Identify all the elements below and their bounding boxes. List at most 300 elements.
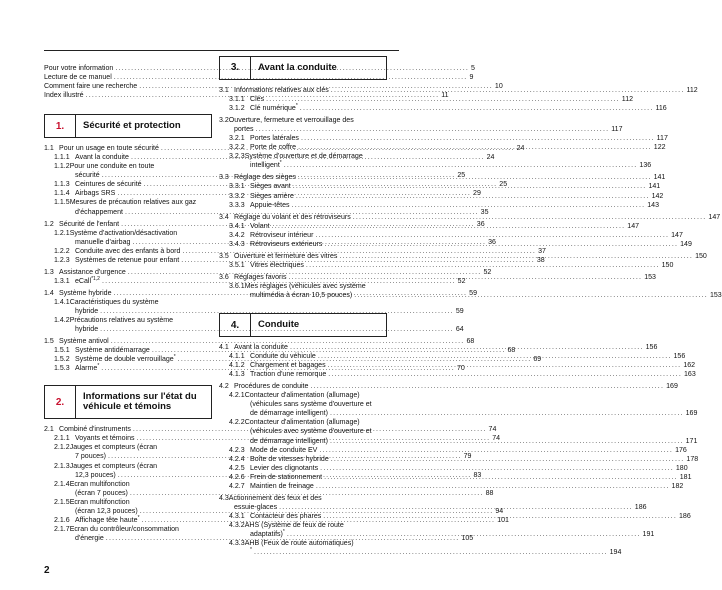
toc-number: 4.2.2 [229,419,245,427]
toc-page-number: 194 [609,549,622,557]
toc-page-number: 117 [611,126,623,134]
toc-title-text: Rétroviseurs extérieurs [250,240,323,248]
leader-dots [272,222,626,231]
toc-page-number: 122 [653,144,666,152]
toc-entry[interactable] [219,231,683,240]
toc-entry-first-line [44,498,212,507]
toc-entry[interactable] [219,382,678,391]
toc-title-text: Informations relatives aux clés [234,87,329,94]
toc-number: 4.2.6 [229,473,245,481]
leader-dots [293,182,647,191]
toc-title-continuation [44,238,130,247]
toc-continuation-text: manuelle d'airbag [75,238,131,246]
toc-number: 1.4.1 [54,298,70,306]
toc-title-text: Mesures de précaution relatives aux gaz [69,199,197,207]
toc-number: 1.3 [44,268,54,276]
toc-title-text: Actionnement des feux et des [228,494,322,502]
toc-title-continuation [219,291,352,300]
toc-title-text: Contacteur d'alimentation (allumage) [244,392,360,400]
toc-page-number: 59 [455,307,464,315]
footnote-marker: * [295,103,298,110]
toc-title-text: Caractéristiques du système [69,298,159,306]
toc-page-number: 52 [457,277,466,285]
toc-number: 1.1.2 [54,163,70,171]
toc-title-continuation [219,409,328,418]
toc-entry[interactable] [219,160,652,170]
toc-title-text: Réglage des sièges [234,174,296,182]
toc-number: 3.6.1 [229,282,245,290]
toc-page-number: 147 [708,213,721,221]
toc-continuation-text: sécurité [75,172,100,180]
toc-page-number: 116 [655,105,667,113]
toc-number: 3.3.1 [229,183,245,191]
chapter-2-title-line2: véhicule et témoins [83,401,172,413]
toc-page-number: 169 [666,383,678,391]
toc-entry[interactable] [219,464,688,473]
toc-title [54,299,159,306]
toc-entry[interactable] [219,409,698,418]
toc-entry-first-line [219,391,387,400]
toc-number: 3.5 [219,252,229,260]
toc-page-number: 52 [483,268,492,276]
toc-page-number: 64 [455,326,464,334]
toc-page-number: 112 [621,96,634,104]
toc-title-text: Ceintures de sécurité [75,181,142,189]
toc-title [229,464,318,473]
toc-page-number: 150 [661,261,674,269]
toc-page-number: 169 [685,410,698,418]
toc-number: 3.2.1 [229,135,245,143]
toc-page-number: 162 [683,362,696,370]
leader-dots [354,291,708,300]
toc-title [229,261,304,270]
toc-page-number: 10 [494,83,503,91]
toc-page-number: 105 [461,534,474,542]
leader-dots [328,370,682,379]
toc-number: 1.2 [44,220,54,228]
toc-title [229,392,360,399]
toc-page-number: 70 [456,365,465,373]
toc-entry-first-line [219,282,387,291]
toc-page-number: 149 [680,240,692,248]
toc-title-text: Affichage tête haute [75,516,138,524]
toc-entry-first-line [44,443,212,452]
chapter-2-number: 2. [45,386,76,418]
toc-number: 2.1.7 [54,525,70,533]
leader-dots [315,231,669,240]
toc-title [219,252,337,261]
toc-title [44,220,119,229]
toc-number: 3.2.3 [229,153,245,161]
page-number: 2 [44,565,50,576]
toc-title-text: Conduite du véhicule [250,353,316,361]
toc-number: 4.2 [219,383,229,391]
toc-title [54,516,140,525]
toc-title-text: Système de double verrouillage [75,356,174,364]
toc-page-number: 182 [671,482,684,490]
toc-continuation-text: hybride [75,307,99,315]
toc-title-text: Conduite avec des enfants à bord [75,247,181,255]
toc-title-text: Portes latérales [250,135,299,143]
toc-continuation-text: essuie-glaces [234,503,278,511]
toc-entry[interactable] [219,125,623,134]
toc-title-continuation [219,437,328,446]
toc-page-number: 35 [480,208,489,216]
toc-page-number: 171 [685,437,698,445]
leader-dots [254,548,608,557]
toc-title-text: Vitres électriques [250,261,304,269]
toc-title-continuation [219,125,254,134]
toc-entry-first-line [219,152,387,161]
toc-number: 4.3.2 [229,521,245,529]
toc-number: 1.2.2 [54,247,70,255]
toc-number: 1.5.3 [54,365,70,373]
toc-number: 3.1.2 [229,105,245,113]
toc-entry-first-line [44,229,212,238]
leader-dots [339,252,693,261]
toc-page-number: 94 [495,507,504,515]
toc-page-number: 163 [683,371,696,379]
leader-dots [266,95,620,104]
toc-number: 3.5.1 [229,261,245,269]
toc-entry[interactable] [219,201,660,210]
toc-page-number: 68 [466,338,475,346]
toc-continuation-text: de démarrage intelligent) [250,410,328,418]
toc-title-text: Contacteur d'alimentation (allumage) [244,419,360,427]
toc-number: 1.1.1 [54,154,70,162]
toc-title-text: Systèmes de retenue pour enfant [75,256,180,264]
toc-title-text: Système d'ouverture et de démarrage [244,153,363,161]
toc-number: 3.4.1 [229,222,245,230]
toc-title-text: Boîte de vitesses hybride [250,455,329,463]
toc-page-number: 88 [485,489,494,497]
toc-page-number: 37 [538,247,546,255]
toc-page-number: 83 [473,471,482,479]
toc-title-text: Système antidémarrage [75,347,150,355]
leader-dots [296,192,650,201]
toc-number: 3.1 [219,87,229,94]
toc-title-continuation [219,161,282,170]
toc-continuation-text: hybride [75,326,99,334]
toc-title-text: Clé numérique [250,105,296,113]
toc-number: 2.1.6 [54,516,70,524]
toc-page-number: 178 [686,455,699,463]
toc-title [219,273,287,282]
toc-number: 2.1.3 [54,462,70,470]
toc-title-text: AHB (Feux de route automatiques) [244,540,354,548]
toc-number: 4.2.3 [229,446,245,454]
toc-title-text: Ecran multifonction [69,498,130,506]
toc-title [229,153,363,160]
toc-title-text: Mes réglages (véhicules avec système [244,282,366,290]
toc-title [229,370,326,379]
toc-title [219,213,351,222]
toc-continuation-text: portes [234,126,254,134]
toc-entry[interactable] [44,307,464,316]
leader-dots [323,512,677,521]
footnote-marker: * [279,160,282,167]
toc-page-number: 153 [709,291,722,299]
toc-page-number: 147 [627,222,640,230]
toc-page-number: 38 [536,256,545,264]
toc-page-number: 101 [497,516,509,524]
toc-title-text: Contacteur des phares [250,512,322,520]
chapter-1-title: Sécurité et protection [83,120,181,132]
toc-title [54,346,150,355]
toc-page-number: 24 [486,154,495,162]
toc-title [229,104,298,113]
toc-page-number: 156 [645,344,658,352]
toc-title [229,540,354,547]
toc-title [44,268,126,277]
toc-title-text: Mode de conduite EV [250,446,318,454]
toc-title [229,222,270,231]
toc-number: 1.2.3 [54,256,70,264]
toc-entry-first-line [44,298,212,307]
toc-continuation-text: d'échappement [75,208,123,216]
toc-title-continuation [44,307,98,316]
leader-dots [290,343,644,352]
toc-entry-first-line [44,162,212,171]
toc-page-number: 11 [441,92,449,100]
leader-dots [310,382,664,391]
toc-title [54,247,180,256]
toc-title [54,364,99,373]
toc-number: 3.4.2 [229,231,245,239]
toc-entry[interactable] [219,103,667,113]
chapter-3-header [219,56,387,80]
leader-dots [316,482,670,491]
toc-title [219,382,308,391]
toc-title [229,143,296,152]
toc-title [54,526,179,533]
toc-title [229,522,344,529]
toc-title-text: Clés [250,96,265,104]
toc-title [44,337,109,346]
top-rule [44,50,399,51]
footnote-marker: * [173,354,176,361]
toc-title [229,231,313,240]
footnote-marker: * [282,528,285,535]
toc-entry-first-line [44,198,212,207]
toc-title [44,144,159,153]
toc-number: 2.1.1 [54,435,70,443]
toc-page-number: 36 [476,220,485,228]
toc-title-text: Jauges et compteurs (écran [69,444,158,452]
toc-number: 4.3.1 [229,512,245,520]
toc-title-text: Chargement et bagages [250,362,326,370]
toc-number: 3.4 [219,213,229,221]
leader-dots [331,455,685,464]
toc-title-text: Précautions relatives au système [69,317,174,325]
toc-number: 1.1.5 [54,199,70,207]
toc-page-number: 143 [647,201,660,209]
toc-page-number: 59 [469,289,478,297]
toc-title [219,495,322,502]
toc-title-text: Avant la conduite [234,344,288,352]
toc-continuation-text: 7 pouces) [75,453,106,461]
toc-entry[interactable] [219,134,668,143]
leader-dots [306,261,660,270]
toc-entry[interactable] [219,482,684,491]
toc-entry-first-line [44,525,212,534]
toc-number: 2.1 [44,426,54,434]
toc-page-number: 150 [695,252,707,260]
toc-number: 1.5.2 [54,356,70,364]
toc-page-number: 141 [648,183,661,191]
toc-title-continuation [219,503,277,512]
toc-page-number: 136 [639,162,652,170]
toc-number: 3.3 [219,174,229,182]
toc-page-number: 29 [473,190,481,198]
toc-entry[interactable] [219,446,687,455]
toc-page-number: 25 [457,172,466,180]
toc-page-number: 79 [463,453,472,461]
toc-page-number: 25 [499,181,508,189]
chapter-1-number: 1. [45,115,76,137]
toc-entry-middle-line: (véhicules sans système d'ouverture et [250,401,372,409]
leader-dots [330,437,684,446]
toc-number: 4.3 [219,494,229,502]
toc-title-text: Réglages favoris [234,273,287,281]
chapter-4-number: 4. [220,314,251,336]
toc-continuation-text: (écran 12,3 pouces) [75,507,138,515]
toc-title-text: Jauges et compteurs (écran [69,462,158,470]
toc-title [54,499,130,506]
toc-entry-first-line [44,480,212,489]
toc-title [54,163,154,170]
toc-title-text: Sièges avant [250,183,291,191]
toc-number: 2.1.5 [54,498,70,506]
chapter-1-header [44,114,212,138]
leader-dots [279,503,633,512]
toc-number: 1.4.2 [54,317,70,325]
footnote-marker: * [250,547,252,554]
toc-continuation-text: intelligent [250,162,280,170]
toc-title [229,473,322,482]
toc-title: Pour votre information [44,65,114,72]
toc-title-text: Sièges arrière [250,192,294,200]
toc-title [54,256,179,265]
toc-title [229,283,366,290]
toc-page-number: 191 [642,530,655,538]
toc-title [229,201,290,210]
toc-title-continuation [44,489,128,498]
toc-number: 2.1.2 [54,444,70,452]
leader-dots [331,86,685,95]
toc-title-continuation [44,507,138,516]
toc-entry[interactable] [219,261,674,270]
toc-title [229,240,322,249]
toc-title-text: Pour une conduite en toute [69,163,155,171]
chapter-3-number: 3. [220,57,251,79]
toc-title-continuation [44,471,116,480]
leader-dots [328,361,682,370]
toc-title [219,86,329,95]
toc-title-continuation [44,534,104,543]
toc-title [229,352,316,361]
toc-title [54,317,173,324]
toc-title: Lecture de ce manuel [44,74,112,82]
toc-title [54,463,157,470]
toc-title-text: Alarme [75,365,98,373]
toc-title [54,355,176,364]
toc-title: Index illustré [44,92,84,100]
toc-title-continuation [44,452,106,461]
toc-title-continuation [44,208,123,217]
toc-title-text: Frein de stationnement [250,473,323,481]
toc-title-text: Voyants et témoins [75,435,135,443]
toc-entry[interactable] [219,370,696,379]
leader-dots [289,273,643,282]
toc-page-number: 112 [686,87,698,94]
leader-dots [353,213,707,222]
footnote-marker: * [137,514,140,521]
toc-title-continuation [219,548,252,557]
leader-dots [256,125,610,134]
toc-title-text: Ecran multifonction [69,480,130,488]
toc-page-number: 69 [533,356,542,364]
toc-entry[interactable] [219,547,622,557]
toc-page-number: 9 [469,74,474,82]
toc-number: 3.2 [219,117,229,125]
toc-title [44,425,131,434]
toc-number: 3.1.1 [229,96,245,104]
toc-title-text: Avant la conduite [75,154,129,162]
toc-title-text: Ouverture, fermeture et verrouillage des [228,117,354,125]
toc-entry[interactable] [219,213,721,222]
toc-title [54,189,115,198]
toc-title [229,192,294,201]
toc-title-text: Appuie-têtes [250,201,290,209]
toc-number: 3.6 [219,273,229,281]
toc-number: 1.1 [44,145,54,153]
toc-title-text: Volant [250,222,270,230]
toc-entry-first-line [44,316,212,325]
toc-entry[interactable] [44,337,475,346]
leader-dots [287,530,641,539]
toc-number: 1.2.1 [54,229,70,237]
toc-entry-first-line [44,462,212,471]
leader-dots [318,352,672,361]
toc-title [229,134,299,143]
toc-title-text: Réglage du volant et des rétroviseurs [234,213,351,221]
toc-continuation-text: de démarrage intelligent) [250,437,328,445]
leader-dots [330,409,684,418]
toc-title [54,434,135,443]
toc-number: 4.1 [219,344,229,352]
toc-number: 3.4.3 [229,240,245,248]
toc-title [229,95,264,104]
toc-page-number: 142 [651,192,664,200]
toc-number: 2.1.4 [54,480,70,488]
toc-number: 3.3.3 [229,201,245,209]
toc-title [229,182,291,191]
toc-page-number: 186 [634,503,647,511]
leader-dots [300,104,654,113]
toc-entry[interactable] [219,95,634,104]
toc-page-number: 24 [516,145,525,153]
toc-title-text: Rétroviseur intérieur [250,231,314,239]
leader-dots [292,201,646,210]
toc-continuation-text: 12,3 pouces) [75,471,116,479]
toc-number: 1.5 [44,338,54,346]
toc-entry[interactable] [44,73,474,82]
chapter-2-header [44,385,212,419]
toc-title [54,481,130,488]
toc-continuation-text: multimédia à écran 10,5 pouces) [250,291,353,299]
chapter-2-title [76,392,197,412]
